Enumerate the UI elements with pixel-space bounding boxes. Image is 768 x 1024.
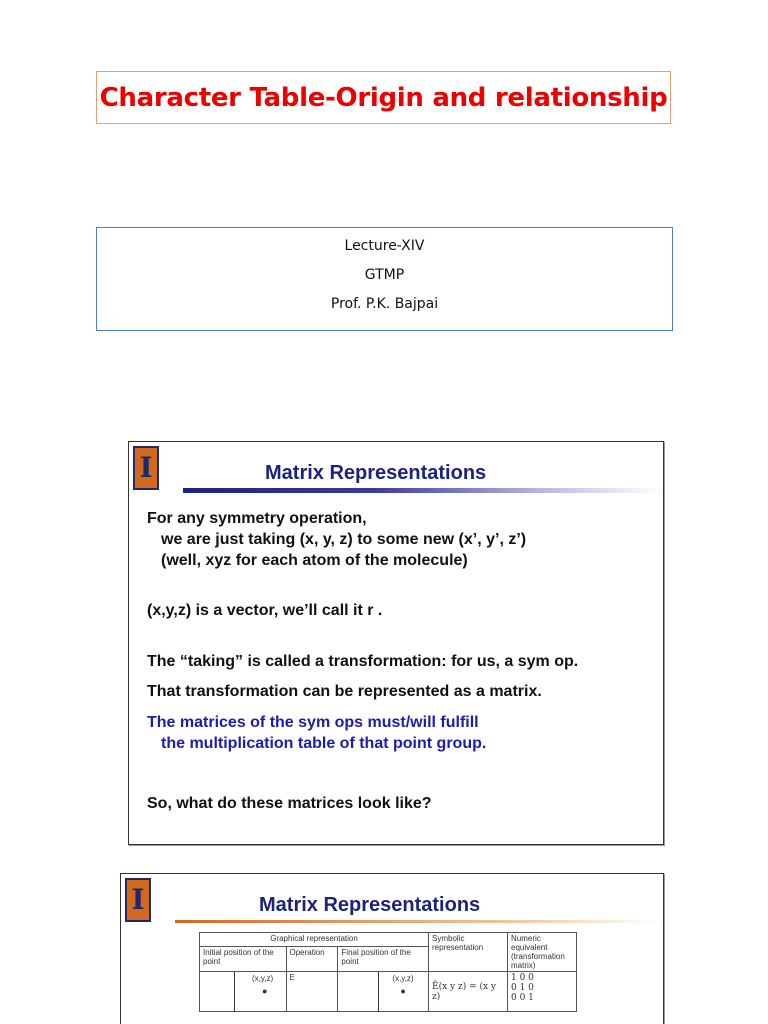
numeric-header: Numeric equivalent (transformation matrix)	[508, 933, 577, 972]
matrix-cell	[508, 972, 577, 1012]
slide-text-1: For any symmetry operation,	[147, 510, 367, 527]
point-dot-icon: ●	[400, 986, 406, 996]
final-point-label: (x,y,z)	[392, 974, 414, 983]
initial-point-label: (x,y,z)	[252, 974, 274, 983]
slide-title: Matrix Representations	[265, 462, 487, 484]
initial-header: Initial position of the point	[200, 947, 287, 972]
author-label: Prof. P.K. Bajpai	[330, 296, 439, 312]
university-logo-icon: I	[133, 446, 159, 490]
slide-text-5: The “taking” is called a transformation: for us, a sym op.	[147, 653, 579, 670]
course-label: GTMP	[364, 267, 405, 283]
slide-text-8: the multiplication table of that point group.	[161, 735, 487, 752]
final-header: Final position of the point	[338, 947, 429, 972]
representation-table	[199, 932, 577, 1012]
final-point-cell	[338, 972, 429, 1012]
operation-cell: E	[286, 972, 338, 1012]
symbolic-cell: Ê(x y z) = (x y z)	[429, 972, 508, 1012]
matrix-row: 1 0 0	[511, 973, 534, 983]
slide-image-1	[128, 441, 664, 845]
slide-text-3: (well, xyz for each atom of the molecule)	[161, 552, 468, 569]
slide-title: Matrix Representations	[259, 894, 481, 916]
slide-text-9: So, what do these matrices look like?	[147, 795, 432, 812]
slide-text-2: we are just taking (x, y, z) to some new (x’, y’, z’)	[161, 531, 527, 548]
symbolic-header: Symbolic representation	[429, 933, 508, 972]
slide-text-4: (x,y,z) is a vector, we’ll call it r .	[147, 602, 383, 619]
matrix-row: 0 0 1	[511, 993, 534, 1003]
page-title: Character Table-Origin and relationship	[99, 82, 668, 113]
graphical-header: Graphical representation	[200, 933, 429, 947]
slide-image-2	[120, 873, 664, 1024]
slide-text-6: That transformation can be represented as a matrix.	[147, 683, 542, 700]
operation-header: Operation	[286, 947, 338, 972]
university-logo-icon: I	[125, 878, 151, 922]
title-box	[96, 71, 671, 124]
lecture-label: Lecture-XIV	[344, 238, 425, 254]
subtitle-box	[96, 227, 673, 331]
point-dot-icon: ●	[262, 986, 268, 996]
matrix-row: 0 1 0	[511, 983, 534, 993]
initial-point-cell	[200, 972, 287, 1012]
title-rule	[175, 920, 661, 923]
title-rule	[183, 488, 661, 493]
slide-text-7: The matrices of the sym ops must/will fulfill	[147, 714, 479, 731]
